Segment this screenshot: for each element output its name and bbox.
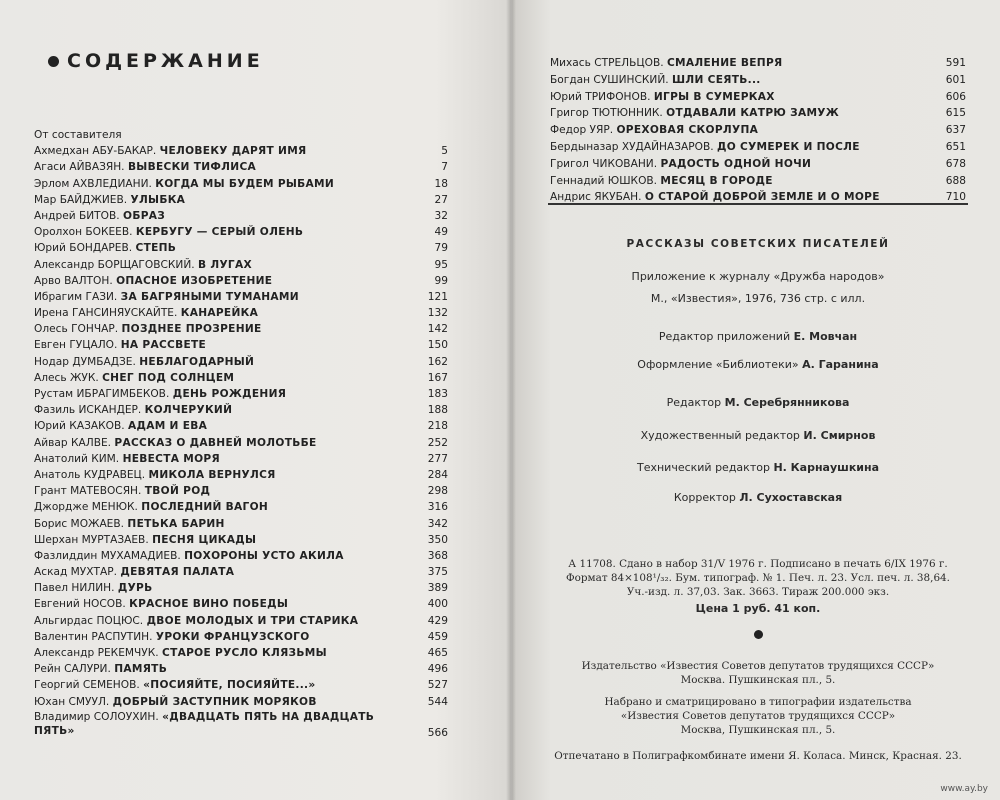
toc-title: ДУРЬ (117, 582, 153, 595)
printer-line: «Известия Советов депутатов трудящихся СССР» (620, 710, 896, 722)
toc-page-number: 162 (427, 355, 448, 368)
toc-heading-text: СОДЕРЖАНИЕ (67, 50, 264, 72)
toc-title: «ПОСИЯЙТЕ, ПОСИЯЙТЕ...» (143, 679, 316, 692)
toc-entry (34, 613, 448, 629)
credit-name: Л. Сухоставская (739, 491, 843, 504)
publisher-name: Издательство «Известия Советов депутатов трудящихся СССР» (581, 660, 935, 672)
toc-entry (34, 418, 448, 434)
toc-page-number: 95 (434, 258, 448, 271)
toc-entry-text (34, 485, 210, 497)
toc-title: УРОКИ ФРАНЦУЗСКОГО (155, 630, 310, 643)
toc-entry-text (550, 57, 783, 69)
toc-entry (34, 516, 448, 532)
toc-entry-text (550, 107, 839, 119)
toc-page-number: 298 (427, 485, 448, 498)
toc-entry (34, 321, 448, 337)
toc-title: ТВОЙ РОД (144, 485, 211, 498)
printer-line: Набрано и сматрицировано в типографии издательства (604, 696, 912, 708)
credit-role: Редактор (666, 396, 722, 409)
toc-entry (550, 55, 966, 72)
toc-page-number: 368 (427, 549, 448, 562)
toc-title: КАНАРЕЙКА (180, 307, 259, 320)
toc-page-number: 7 (441, 161, 448, 174)
toc-page-number: 544 (427, 695, 448, 708)
toc-page-number: 710 (945, 191, 966, 204)
toc-title: ПОЗДНЕЕ ПРОЗРЕНИЕ (121, 323, 262, 336)
toc-page-number: 678 (945, 157, 966, 170)
credit-name: И. Смирнов (803, 429, 876, 442)
toc-page-number: 79 (434, 242, 448, 255)
toc-page-number: 218 (427, 420, 448, 433)
toc-title: ДОБРЫЙ ЗАСТУПНИК МОРЯКОВ (112, 695, 317, 708)
toc-page-number: 342 (427, 517, 448, 530)
toc-page-number: 132 (427, 307, 448, 320)
toc-author: Георгий СЕМЕНОВ. (34, 679, 140, 692)
toc-entry-text (34, 178, 334, 190)
toc-entry (34, 402, 448, 418)
toc-entry-text (34, 404, 232, 416)
toc-title: СМАЛЕНИЕ ВЕПРЯ (666, 57, 783, 69)
toc-title: ПОСЛЕДНИЙ ВАГОН (141, 501, 269, 514)
toc-author: Андрей БИТОВ. (34, 209, 120, 222)
toc-entry (550, 122, 966, 139)
toc-page-number: 183 (427, 388, 448, 400)
divider-rule (548, 203, 968, 205)
toc-entry-text (550, 141, 860, 153)
toc-author: Александр РЕКЕМЧУК. (34, 647, 159, 659)
toc-title: СТАРОЕ РУСЛО КЛЯЗЬМЫ (162, 647, 327, 659)
tech-line: Формат 84×108¹/₃₂. Бум. типограф. № 1. Печ. л. 23. Усл. печ. л. 38,64. (566, 572, 950, 584)
toc-entry-text (34, 469, 276, 481)
credit-line (548, 429, 968, 442)
toc-author: Анатоль КУДРАВЕЦ. (34, 468, 146, 481)
toc-page-number: 18 (434, 177, 448, 190)
toc-author: Юрий ТРИФОНОВ. (550, 90, 651, 103)
toc-title: ЧЕЛОВЕКУ ДАРЯТ ИМЯ (159, 145, 307, 158)
watermark: www.ay.by (940, 784, 988, 794)
toc-page-number: 316 (427, 501, 448, 514)
toc-entry-text (34, 534, 256, 546)
publisher-line: М., «Известия», 1976, 736 стр. с илл. (650, 292, 866, 305)
toc-entry-text (34, 307, 258, 319)
toc-author: Оролхон БОКЕЕВ. (34, 226, 133, 239)
toc-author: Рейн САЛУРИ. (34, 663, 111, 676)
toc-entry-text (34, 372, 234, 384)
toc-title: «ДВАДЦАТЬ ПЯТЬ НА ДВАДЦАТЬ ПЯТЬ» (34, 710, 375, 737)
credit-name: М. Серебрянникова (724, 396, 850, 409)
toc-entry-text (34, 323, 262, 335)
toc-title: ПЕСНЯ ЦИКАДЫ (152, 533, 257, 546)
toc-author: Валентин РАСПУТИН. (34, 630, 153, 643)
toc-entry-text (34, 226, 303, 238)
toc-title: ИГРЫ В СУМЕРКАХ (653, 90, 775, 103)
supplement-line: Приложение к журналу «Дружба народов» (631, 270, 885, 283)
toc-author: Борис МОЖАЕВ. (34, 517, 125, 530)
toc-author: Михась СТРЕЛЬЦОВ. (550, 57, 664, 69)
toc-title: РАДОСТЬ ОДНОЙ НОЧИ (660, 157, 812, 170)
toc-entry (34, 564, 448, 580)
toc-title: О СТАРОЙ ДОБРОЙ ЗЕМЛЕ И О МОРЕ (644, 191, 880, 204)
toc-entry (34, 435, 448, 451)
book-title: РАССКАЗЫ СОВЕТСКИХ ПИСАТЕЛЕЙ (626, 238, 890, 250)
book-gutter (506, 0, 516, 800)
toc-title: ДО СУМЕРЕК И ПОСЛЕ (716, 140, 860, 153)
toc-entry (34, 548, 448, 564)
toc-author: Олесь ГОНЧАР. (34, 323, 119, 336)
toc-author: Арво ВАЛТОН. (34, 274, 113, 287)
toc-entry (34, 483, 448, 499)
toc-title: ШЛИ СЕЯТЬ... (672, 73, 761, 86)
tech-line: Уч.-изд. л. 37,03. Зак. 3663. Тираж 200.000 экз. (626, 586, 890, 598)
toc-author: Геннадий ЮШКОВ. (550, 174, 658, 187)
toc-title: КОЛЧЕРУКИЙ (144, 404, 233, 417)
toc-title: ДЕНЬ РОЖДЕНИЯ (172, 388, 287, 400)
toc-entry (34, 143, 448, 159)
toc-page-number: 277 (427, 452, 448, 465)
toc-entry (550, 72, 966, 89)
toc-page-number: 615 (945, 107, 966, 120)
toc-title: КОГДА МЫ БУДЕМ РЫБАМИ (155, 177, 335, 190)
toc-entry (34, 645, 448, 661)
credit-role: Редактор приложений (658, 330, 791, 343)
toc-entry-text (34, 615, 358, 627)
credit-name: Е. Мовчан (793, 330, 858, 343)
bullet-icon (754, 630, 763, 639)
toc-title: РАССКАЗ О ДАВНЕЙ МОЛОТЬБЕ (114, 436, 317, 449)
toc-entry-text (34, 388, 286, 400)
toc-entry (34, 694, 448, 710)
toc-author: Юрий БОНДАРЕВ. (34, 242, 133, 255)
toc-page-number: 591 (945, 57, 966, 69)
toc-author: Аскад МУХТАР. (34, 566, 117, 579)
toc-title: НЕБЛАГОДАРНЫЙ (139, 355, 255, 368)
toc-title: МЕСЯЦ В ГОРОДЕ (660, 174, 773, 187)
toc-entry-text (34, 696, 317, 708)
toc-page-number: 188 (427, 404, 448, 417)
credit-role: Художественный редактор (640, 429, 800, 442)
toc-entry-text (34, 679, 316, 691)
toc-entry-text (34, 275, 272, 287)
toc-entry-text (34, 194, 185, 206)
toc-entry (34, 192, 448, 208)
toc-author: Грант МАТЕВОСЯН. (34, 485, 142, 498)
toc-entry (34, 710, 448, 740)
toc-heading (48, 50, 264, 72)
printer-address: Москва, Пушкинская пл., 5. (680, 724, 836, 736)
toc-entry (34, 273, 448, 289)
toc-entry-text (34, 356, 254, 368)
toc-title: В ЛУГАХ (198, 258, 252, 271)
toc-title: СНЕГ ПОД СОЛНЦЕМ (102, 371, 235, 384)
toc-page-number: 429 (427, 614, 448, 627)
toc-entry (34, 580, 448, 596)
toc-list-left (34, 127, 448, 740)
toc-title: УЛЫБКА (130, 193, 186, 206)
toc-entry-text (34, 291, 299, 303)
toc-author: Евгений НОСОВ. (34, 598, 126, 611)
toc-author: Агаси АЙВАЗЯН. (34, 161, 125, 174)
price-line: Цена 1 руб. 41 коп. (695, 602, 821, 615)
toc-entry-text (34, 437, 317, 449)
toc-title: ДВОЕ МОЛОДЫХ И ТРИ СТАРИКА (146, 614, 359, 627)
toc-author: Бердыназар ХУДАЙНАЗАРОВ. (550, 140, 714, 153)
credit-name: А. Гаранина (802, 358, 879, 371)
toc-entry (550, 139, 966, 156)
toc-entry (34, 629, 448, 645)
toc-author: Айвар КАЛВЕ. (34, 436, 112, 449)
toc-entry (34, 240, 448, 256)
toc-title: АДАМ И ЕВА (127, 420, 208, 433)
toc-title: ДЕВЯТАЯ ПАЛАТА (120, 566, 235, 579)
toc-author: Федор УЯР. (550, 124, 614, 137)
credit-line (548, 330, 968, 343)
toc-author: Григол ЧИКОВАНИ. (550, 157, 658, 170)
publisher-address: Москва. Пушкинская пл., 5. (680, 674, 836, 686)
toc-page-number: 99 (434, 274, 448, 287)
toc-title: ПАМЯТЬ (114, 663, 168, 676)
toc-author: Фазиль ИСКАНДЕР. (34, 404, 142, 417)
toc-entry-text (34, 598, 288, 610)
toc-entry (34, 467, 448, 483)
toc-entry (34, 337, 448, 353)
toc-entry-text (34, 518, 225, 530)
toc-title: КЕРБУГУ — СЕРЫЙ ОЛЕНЬ (135, 226, 304, 239)
toc-entry (550, 173, 966, 190)
credit-line (548, 461, 968, 474)
toc-entry (34, 677, 448, 693)
toc-title: ОРЕХОВАЯ СКОРЛУПА (616, 124, 759, 137)
toc-entry-text (34, 453, 220, 465)
toc-author: Андрис ЯКУБАН. (550, 191, 642, 204)
toc-title: ПЕТЬКА БАРИН (127, 517, 225, 530)
toc-title: ПОХОРОНЫ УСТО АКИЛА (184, 549, 344, 562)
toc-page-number: 150 (427, 339, 448, 352)
toc-entry (34, 661, 448, 677)
credit-name: Н. Карнаушкина (773, 461, 880, 474)
tech-line: А 11708. Сдано в набор 31/V 1976 г. Подписано в печать 6/IX 1976 г. (568, 558, 948, 570)
toc-author: Рустам ИБРАГИМБЕКОВ. (34, 388, 170, 400)
toc-entry-text (34, 647, 327, 659)
toc-page-number: 601 (945, 73, 966, 86)
toc-page-number: 27 (434, 193, 448, 206)
toc-page-number: 284 (427, 468, 448, 481)
toc-page-number: 167 (427, 371, 448, 384)
toc-author: Юхан СМУУЛ. (34, 695, 110, 708)
toc-page-number: 350 (427, 533, 448, 546)
toc-page-number: 32 (434, 209, 448, 222)
toc-page-number: 496 (427, 663, 448, 676)
toc-entry-text (34, 210, 165, 222)
toc-author: Ибрагим ГАЗИ. (34, 290, 118, 303)
toc-entry (34, 532, 448, 548)
toc-entry-text (550, 158, 811, 170)
toc-entry (34, 257, 448, 273)
toc-page-number: 49 (434, 226, 448, 239)
credit-role: Оформление «Библиотеки» (637, 358, 799, 371)
toc-entry-text (34, 501, 268, 513)
toc-title: ВЫВЕСКИ ТИФЛИСА (127, 161, 257, 174)
toc-author: Эрлом АХВЛЕДИАНИ. (34, 177, 152, 190)
toc-title: КРАСНОЕ ВИНО ПОБЕДЫ (129, 598, 289, 611)
toc-author: Юрий КАЗАКОВ. (34, 420, 125, 433)
toc-author: Нодар ДУМБАДЗЕ. (34, 355, 136, 368)
toc-page-number: 142 (427, 323, 448, 336)
toc-title: ОПАСНОЕ ИЗОБРЕТЕНИЕ (116, 274, 273, 287)
toc-author: Александр БОРЩАГОВСКИЙ. (34, 258, 195, 271)
toc-title: НА РАССВЕТЕ (120, 339, 207, 352)
toc-author: Богдан СУШИНСКИЙ. (550, 73, 669, 86)
toc-entry-text (34, 129, 122, 141)
toc-entry (34, 386, 448, 402)
toc-entry (34, 127, 448, 143)
toc-author: Ирена ГАНСИНЯУСКАЙТЕ. (34, 307, 178, 320)
toc-author: Григор ТЮТЮННИК. (550, 107, 663, 120)
toc-entry (34, 159, 448, 175)
toc-entry-text (550, 175, 773, 187)
toc-entry-text (550, 124, 758, 136)
toc-entry (34, 208, 448, 224)
toc-author: Альгирдас ПОЦЮС. (34, 614, 144, 627)
toc-title: ОТДАВАЛИ КАТРЮ ЗАМУЖ (666, 107, 840, 120)
credit-line (548, 491, 968, 504)
toc-page-number: 400 (427, 598, 448, 611)
toc-author: Евген ГУЦАЛО. (34, 339, 118, 352)
toc-page-number: 566 (427, 726, 448, 739)
toc-list-right (550, 55, 966, 206)
toc-entry-text (34, 161, 256, 173)
toc-author: Шерхан МУРТАЗАЕВ. (34, 533, 149, 546)
toc-entry (34, 176, 448, 192)
toc-author: Владимир СОЛОУХИН. (34, 710, 159, 723)
toc-entry-text (34, 710, 448, 738)
toc-entry-text (34, 550, 344, 562)
credit-line (548, 396, 968, 409)
toc-page-number: 527 (427, 679, 448, 692)
toc-entry-text (550, 191, 880, 203)
bullet-icon (48, 56, 59, 67)
toc-page-number: 688 (945, 174, 966, 187)
toc-entry-text (34, 582, 153, 594)
toc-title: ОБРАЗ (123, 209, 166, 222)
toc-page-number: 465 (427, 647, 448, 659)
toc-title: ЗА БАГРЯНЫМИ ТУМАНАМИ (120, 290, 299, 303)
toc-entry-text (34, 420, 207, 432)
toc-entry (34, 451, 448, 467)
toc-entry-text (34, 339, 206, 351)
toc-entry-text (34, 242, 176, 254)
toc-page-number: 651 (945, 140, 966, 153)
toc-entry-text (34, 663, 167, 675)
toc-title: МИКОЛА ВЕРНУЛСЯ (148, 468, 276, 481)
toc-entry (550, 105, 966, 122)
credit-line (548, 358, 968, 371)
toc-page-number: 252 (427, 436, 448, 449)
toc-entry (34, 224, 448, 240)
toc-title: СТЕПЬ (135, 242, 177, 255)
toc-page-number: 389 (427, 582, 448, 595)
toc-entry (34, 596, 448, 612)
toc-page-number: 637 (945, 124, 966, 137)
toc-page-number: 459 (427, 630, 448, 643)
toc-author: Павел НИЛИН. (34, 582, 115, 595)
toc-author: От составителя (34, 129, 122, 141)
toc-entry-text (34, 145, 307, 157)
toc-entry-text (34, 259, 252, 271)
toc-page-number: 606 (945, 90, 966, 103)
printed-line: Отпечатано в Полиграфкомбинате имени Я. Коласа. Минск, Красная. 23. (554, 750, 962, 762)
toc-entry-text (550, 91, 775, 103)
credit-role: Корректор (673, 491, 736, 504)
toc-author: Джордже МЕНЮК. (34, 501, 138, 514)
toc-entry (34, 289, 448, 305)
toc-entry (34, 499, 448, 515)
toc-entry-text (34, 566, 234, 578)
credit-role: Технический редактор (636, 461, 770, 474)
toc-entry (550, 89, 966, 106)
toc-entry-text (34, 631, 310, 643)
toc-entry (34, 370, 448, 386)
toc-author: Анатолий КИМ. (34, 452, 120, 465)
toc-entry (34, 305, 448, 321)
toc-author: Фазлиддин МУХАМАДИЕВ. (34, 549, 181, 562)
toc-author: Алесь ЖУК. (34, 371, 99, 384)
toc-title: НЕВЕСТА МОРЯ (122, 452, 220, 465)
toc-entry (34, 354, 448, 370)
toc-author: Ахмедхан АБУ-БАКАР. (34, 145, 157, 158)
toc-page-number: 375 (427, 566, 448, 579)
toc-author: Мар БАЙДЖИЕВ. (34, 193, 128, 206)
toc-entry (550, 156, 966, 173)
toc-page-number: 5 (441, 145, 448, 158)
toc-page-number: 121 (427, 290, 448, 303)
toc-entry-text (550, 74, 761, 86)
